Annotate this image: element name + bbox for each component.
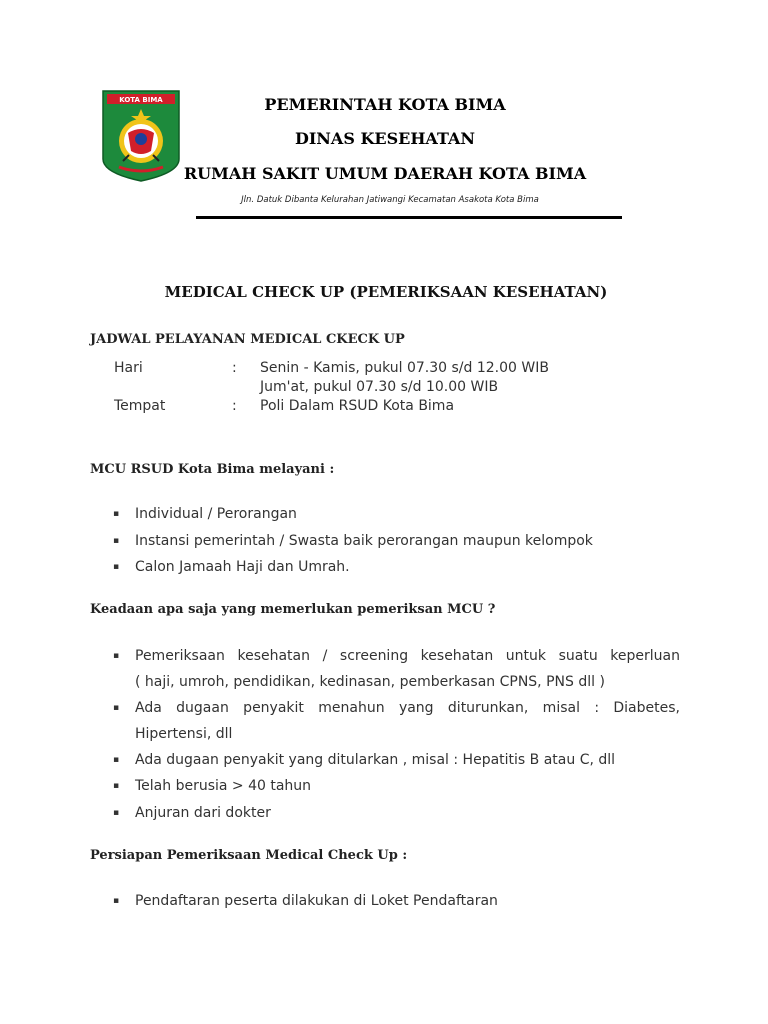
letterhead-divider (196, 216, 622, 219)
list-item: ▪ Individual / Perorangan (113, 506, 297, 522)
bullet-icon: ▪ (113, 755, 120, 765)
list-item: ▪ Telah berusia > 40 tahun (113, 778, 312, 794)
bullet-icon: ▪ (113, 509, 120, 519)
list-item: ▪ Anjuran dari dokter (113, 805, 271, 821)
schedule-value-place: Poli Dalam RSUD Kota Bima (260, 398, 455, 414)
bullet-icon: ▪ (113, 781, 120, 791)
schedule-value-day-friday: Jum'at, pukul 07.30 s/d 10.00 WIB (260, 379, 499, 395)
list-item: ▪ Pendaftaran peserta dilakukan di Loket Pendaftaran (113, 893, 498, 909)
logo-text: KOTA BIMA (119, 96, 163, 104)
bullet-icon: ▪ (113, 562, 120, 572)
list-item: ▪ Instansi pemerintah / Swasta baik perorangan maupun kelompok (113, 533, 593, 549)
letterhead-line-3: RUMAH SAKIT UMUM DAERAH KOTA BIMA (183, 164, 587, 183)
schedule-label-place: Tempat (114, 398, 166, 414)
schedule-value-day: Senin - Kamis, pukul 07.30 s/d 12.00 WIB (260, 360, 549, 376)
letterhead-line-1: PEMERINTAH KOTA BIMA (264, 95, 506, 114)
bullet-icon: ▪ (113, 896, 120, 906)
bullet-icon: ▪ (113, 808, 120, 818)
page-title: MEDICAL CHECK UP (PEMERIKSAAN KESEHATAN) (164, 283, 608, 301)
conditions-heading: Keadaan apa saja yang memerlukan pemeriksan MCU ? (90, 602, 496, 617)
schedule-separator: : (232, 398, 237, 414)
bullet-icon: ▪ (113, 536, 120, 546)
schedule-heading: JADWAL PELAYANAN MEDICAL CKECK UP (90, 332, 405, 347)
bullet-icon: ▪ (113, 651, 120, 661)
bullet-icon: ▪ (113, 703, 120, 713)
schedule-label-day: Hari (114, 360, 143, 376)
list-item: ▪ Calon Jamaah Haji dan Umrah. (113, 559, 350, 575)
list-item: ▪ Pemeriksaan kesehatan / screening kesehatan untuk suatu keperluan ( haji, umroh, pendidikan, kedinasan, pemberkasan CPNS, PNS dll ) (113, 648, 680, 690)
list-item: ▪ Ada dugaan penyakit yang ditularkan , misal : Hepatitis B atau C, dll (113, 752, 616, 768)
letterhead-line-2: DINAS KESEHATAN (294, 129, 476, 148)
list-item: ▪ Ada dugaan penyakit menahun yang diturunkan, misal : Diabetes, Hipertensi, dll (113, 700, 680, 742)
preparation-heading: Persiapan Pemeriksaan Medical Check Up : (90, 848, 408, 863)
letterhead-address: Jln. Datuk Dibanta Kelurahan Jatiwangi Kecamatan Asakota Kota Bima (241, 195, 539, 205)
services-heading: MCU RSUD Kota Bima melayani : (90, 462, 335, 477)
schedule-separator: : (232, 360, 237, 376)
